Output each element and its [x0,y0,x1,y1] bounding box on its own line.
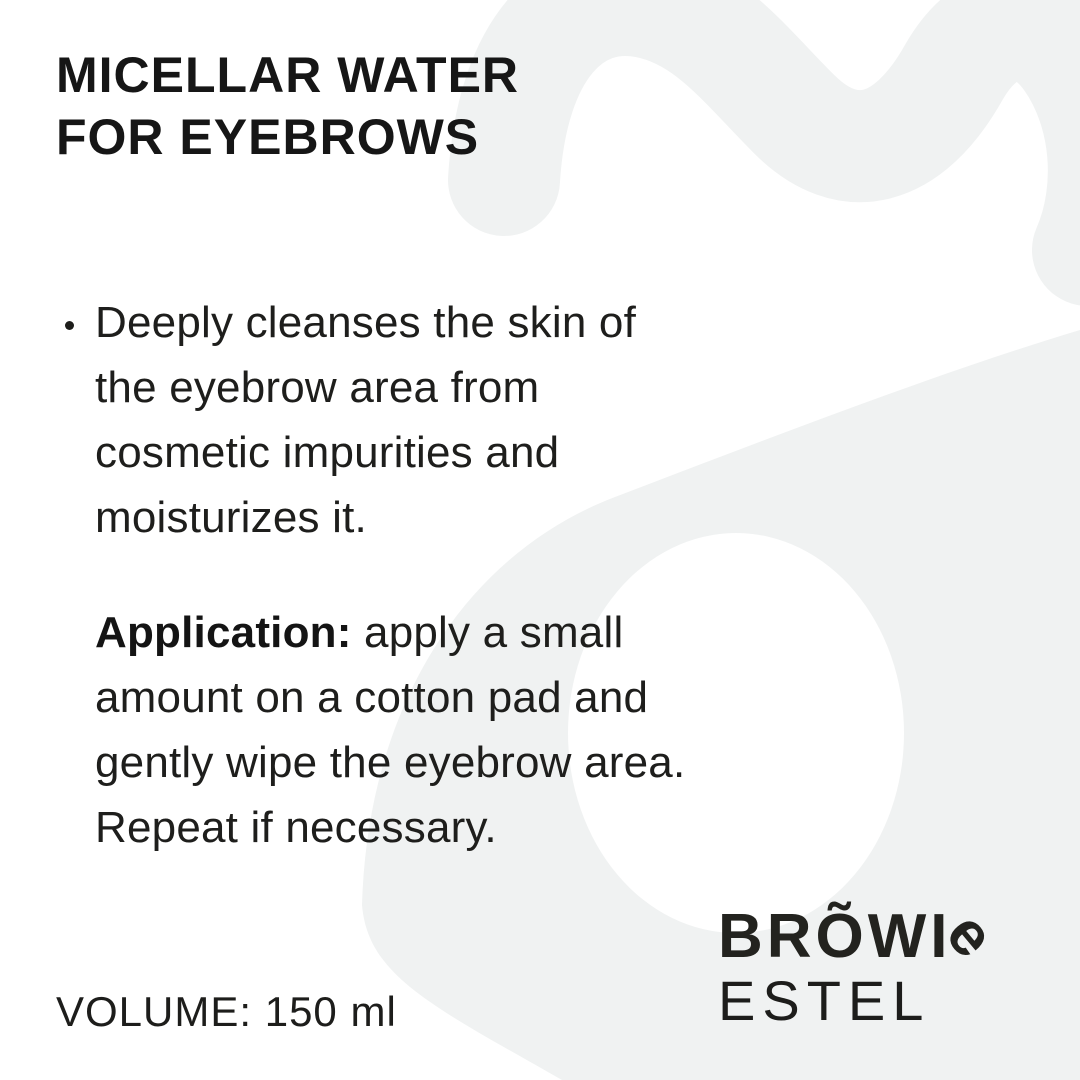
application-paragraph [95,600,685,860]
application-label: Application: [95,608,352,657]
brand-wordmark-stylized-e: e [932,899,1010,974]
brand-company-name: ESTEL [718,969,931,1032]
bullet-icon [65,321,74,330]
application-first-line: apply a small [364,608,624,657]
product-description: Deeply cleanses the skin of the eyebrow area from cosmetic impurities and moisturizes it. [95,298,637,542]
volume-label: VOLUME: 150 ml [56,988,397,1035]
brand-wordmark [718,899,1010,974]
brand-wordmark-prefix: BRÕWI [718,902,952,971]
application-instructions: amount on a cotton pad and gently wipe the eyebrow area. Repeat if necessary. [95,673,686,852]
brand-logo [718,899,1010,1032]
page-title: MICELLAR WATER FOR EYEBROWS [56,47,520,165]
